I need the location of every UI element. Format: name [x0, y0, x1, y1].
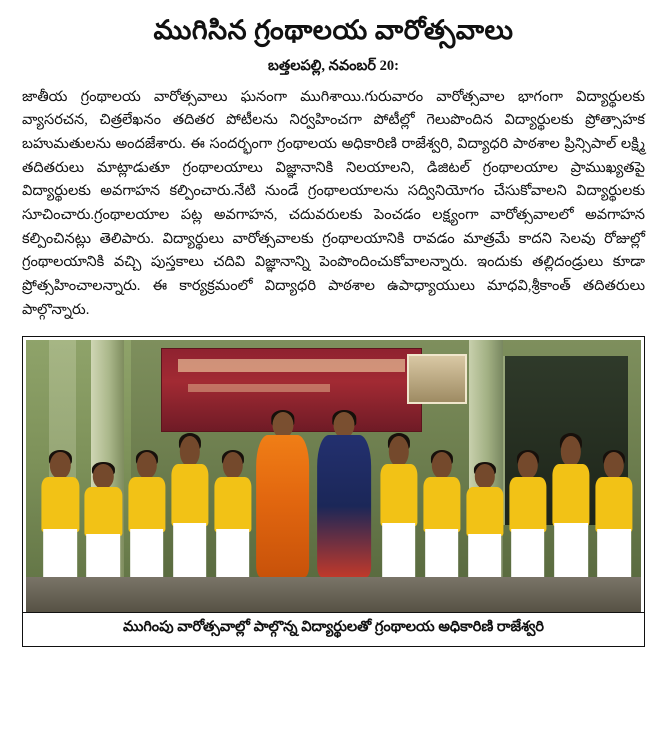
student-figure [167, 436, 211, 577]
student-figure [38, 452, 82, 577]
student-figure [81, 464, 125, 577]
student-figure [420, 452, 464, 577]
newspaper-clipping-page [0, 14, 667, 738]
student-figure [549, 436, 593, 577]
people-row [26, 376, 641, 577]
page-title: ముగిసిన గ్రంథాలయ వారోత్సవాలు [153, 15, 514, 45]
student-figure [592, 452, 636, 577]
photo-floor [26, 577, 641, 612]
dateline: బత్తలపల్లి, నవంబర్ 20: [268, 57, 399, 74]
group-photo [26, 340, 641, 612]
article-body: జాతీయ గ్రంథాలయ వారోత్సవాలు ఘనంగా ముగిశాయి.గురువారం వారోత్సవాల భాగంగా విద్యార్థులకు వ్యాసరచన, చిత్రలేఖనం తదితర పోటీలను నిర్వహించగా పోటీల్లో గెలుపొందిన విద్యార్థులకు ప్రోత్సాహక బహుమతులను అందజేశారు. ఈ సందర్భంగా గ్రంథాలయ అధికారిణి రాజేశ్వరి, విద్యాధరి పాఠశాల ప్రిన్సిపాల్ లక్ష్మి తదితరులు మాట్లాడుతూ గ్రంథాలయాలు విజ్ఞానానికి నిలయాలని, డిజిటల్ గ్రంథాలయాల ప్రాముఖ్యతపై విద్యార్థులకు అవగాహన కల్పించారు.నేటి నుండే గ్రంథాలయాలను సద్వినియోగం చేసుకోవాలని విద్యార్థులకు సూచించారు.గ్రంథాలయాల పట్ల అవగాహన, చదువరులకు పెంచడం లక్ష్యంగా వారోత్సవాలలో అవగాహన కల్పించినట్లు తెలిపారు. విద్యార్థులు వారోత్సవాలకు గ్రంథాలయానికి రావడం మాత్రమే కాదని సెలవు రోజుల్లో గ్రంథాలయానికి వచ్చి పుస్తకాలు చదివి విజ్ఞానాన్ని పెంపొందించుకోవాలన్నారు. ఇందుకు తల్లిదండ్రులు కూడా ప్రోత్సహించాలన్నారు. ఈ కార్యక్రమంలో విద్యాధరి పాఠశాల ఉపాధ్యాయులు మాధవి,శ్రీకాంత్ తదితరులు పాల్గొన్నారు. [22, 88, 645, 318]
student-figure [463, 464, 507, 577]
student-figure [124, 452, 168, 577]
library-officer-figure [254, 412, 312, 577]
student-figure [377, 436, 421, 577]
photo-caption: ముగింపు వారోత్సవాల్లో పాల్గొన్న విద్యార్థులతో గ్రంథాలయ అధికారిణి రాజేశ్వరి [22, 613, 645, 647]
photo-frame [22, 336, 645, 613]
student-figure [506, 452, 550, 577]
teacher-figure [315, 412, 373, 577]
student-figure [211, 452, 255, 577]
